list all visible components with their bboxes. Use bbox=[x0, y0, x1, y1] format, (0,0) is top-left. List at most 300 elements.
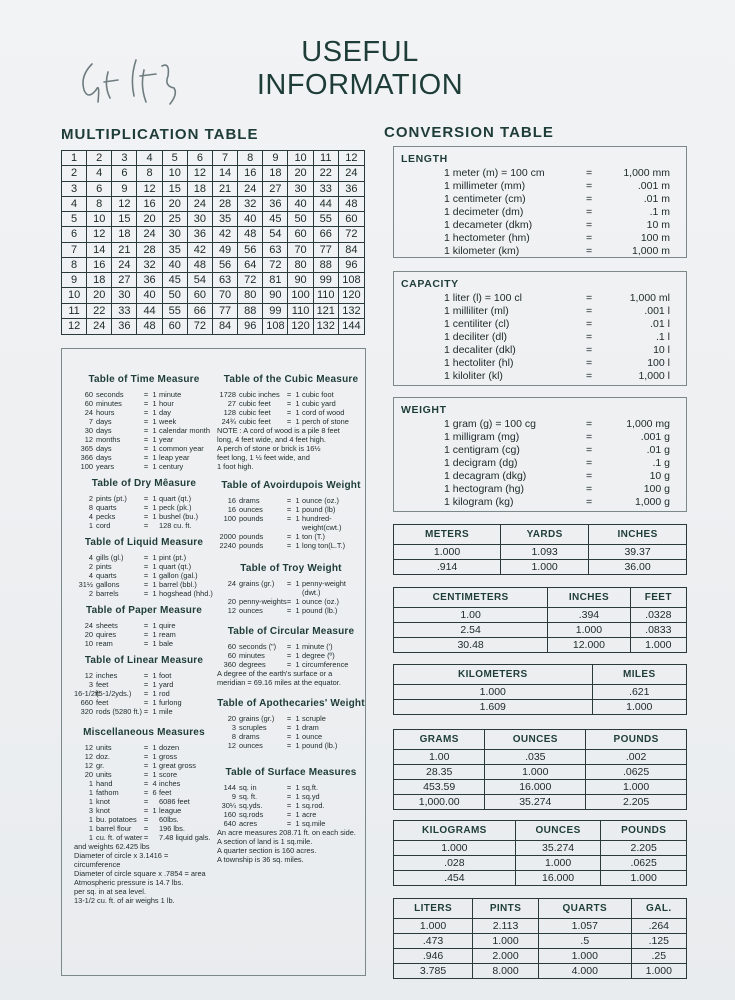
measure-title: Table of Apothecaries' Weight bbox=[217, 698, 365, 709]
unit-table-cell: 2.000 bbox=[473, 949, 539, 964]
measure-cell: century bbox=[159, 462, 184, 471]
measure-cell: 2 bbox=[88, 562, 93, 571]
unit-table-cell: 1.000 bbox=[394, 545, 501, 560]
conversion-row bbox=[394, 444, 686, 457]
conversion-left: 1 decagram (dkg) bbox=[444, 470, 527, 482]
mult-cell: 48 bbox=[238, 227, 263, 242]
measure-cell: 1 bbox=[152, 512, 157, 521]
measure-cell: 1 bbox=[152, 761, 157, 770]
measure-cell: 1 bbox=[152, 426, 157, 435]
measure-cell: seconds (") bbox=[239, 642, 277, 651]
measure-cell: = bbox=[143, 621, 149, 630]
measure-row bbox=[217, 801, 365, 810]
measure-cell: units bbox=[96, 743, 112, 752]
measure-cell: 1 bbox=[152, 770, 157, 779]
unit-table-cell: 2.113 bbox=[473, 919, 539, 934]
measure-cell: 1 bbox=[152, 707, 157, 716]
mult-cell: 64 bbox=[238, 258, 263, 273]
measure-cell: 1 bbox=[152, 589, 157, 598]
unit-table-cell: .028 bbox=[394, 856, 516, 871]
unit-table-cell: 1.000 bbox=[473, 934, 539, 949]
mult-cell: 16 bbox=[137, 197, 162, 212]
measure-title: Table of the Cubic Measure bbox=[223, 374, 359, 385]
mult-cell: 33 bbox=[314, 182, 339, 197]
mult-cell: 42 bbox=[188, 243, 213, 258]
measure-cell: 1 bbox=[152, 444, 157, 453]
conversion-right: 10 l bbox=[653, 344, 670, 356]
conversion-left: 1 kilometer (km) bbox=[444, 245, 520, 257]
measure-cell: 1 bbox=[295, 408, 300, 417]
measure-cell: barrel (bbl.) bbox=[159, 580, 197, 589]
measure-row bbox=[217, 792, 365, 801]
multiplication-title: MULTIPLICATION TABLE bbox=[61, 126, 259, 143]
unit-table-cell: 1.000 bbox=[630, 638, 686, 653]
mult-cell: 27 bbox=[263, 182, 288, 197]
measure-cell: 12 bbox=[227, 606, 236, 615]
mult-cell: 60 bbox=[163, 319, 188, 334]
measure-cell: 1 bbox=[295, 532, 300, 541]
measure-cell: knot bbox=[96, 806, 110, 815]
measure-cell: days bbox=[96, 426, 112, 435]
mult-cell: 11 bbox=[62, 304, 87, 319]
measure-cell: calendar month bbox=[159, 426, 210, 435]
measure-cell: cubic yard bbox=[302, 399, 336, 408]
measure-cell: 1 bbox=[152, 630, 157, 639]
conversion-equals: = bbox=[586, 193, 593, 205]
mult-cell: 4 bbox=[87, 166, 112, 181]
measure-cell: 1 bbox=[295, 741, 300, 750]
mult-cell: 18 bbox=[188, 182, 213, 197]
measure-cell: 1 bbox=[152, 417, 157, 426]
measure-cell: 1 bbox=[295, 801, 300, 810]
measure-cell: = bbox=[286, 792, 292, 801]
measure-cell: day bbox=[159, 408, 171, 417]
measure-cell: = bbox=[286, 819, 292, 828]
measure-cell: pound (lb) bbox=[302, 505, 336, 514]
conversion-right: 100 g bbox=[643, 483, 670, 495]
measure-cell: 1 bbox=[295, 541, 300, 550]
measure-cell: pint (pt.) bbox=[159, 553, 187, 562]
mult-cell: 60 bbox=[339, 212, 364, 227]
measure-cell: 60 bbox=[84, 399, 93, 408]
measure-cell: = bbox=[143, 453, 149, 462]
measure-cell: cubic feet bbox=[239, 417, 271, 426]
mult-cell: 132 bbox=[314, 319, 339, 334]
mult-cell: 77 bbox=[213, 304, 238, 319]
measure-cell: 1 bbox=[295, 732, 300, 741]
measure-cell bbox=[293, 588, 302, 597]
conversion-equals: = bbox=[586, 167, 593, 179]
measure-cell: cord bbox=[96, 521, 111, 530]
measure-cell: = bbox=[143, 761, 149, 770]
measure-cell: 1 bbox=[88, 833, 93, 842]
measure-cell: minutes bbox=[239, 651, 265, 660]
mult-cell: 70 bbox=[288, 243, 313, 258]
measure-cell: 1 bbox=[88, 788, 93, 797]
measure-cell: 12 bbox=[84, 435, 93, 444]
mult-cell: 72 bbox=[188, 319, 213, 334]
mult-cell: 18 bbox=[263, 166, 288, 181]
conversion-right: 1,000 mm bbox=[623, 167, 670, 179]
measure-cell: degree (º) bbox=[302, 651, 335, 660]
conversion-equals: = bbox=[586, 180, 593, 192]
measure-cell: 8 bbox=[88, 503, 93, 512]
measure-note: A township is 36 sq. miles. bbox=[217, 855, 304, 864]
measure-cell: year bbox=[159, 435, 174, 444]
measure-cell bbox=[239, 588, 285, 597]
mult-cell: 72 bbox=[263, 258, 288, 273]
measure-cell: pints bbox=[96, 562, 112, 571]
conversion-left: 1 hectogram (hg) bbox=[444, 483, 524, 495]
conversion-left: 1 deciliter (dl) bbox=[444, 331, 508, 343]
mult-cell: 100 bbox=[288, 288, 313, 303]
conversion-equals: = bbox=[586, 344, 593, 356]
measure-cell: days bbox=[96, 417, 112, 426]
measure-cell: grains (gr.) bbox=[239, 714, 275, 723]
conversion-right: 100 l bbox=[647, 357, 670, 369]
unit-table-cell: .125 bbox=[631, 934, 686, 949]
measure-row bbox=[217, 741, 365, 750]
conversion-label: LENGTH bbox=[401, 153, 448, 165]
conversion-left: 1 decaliter (dkl) bbox=[444, 344, 516, 356]
mult-cell: 80 bbox=[238, 288, 263, 303]
mult-cell: 50 bbox=[288, 212, 313, 227]
mult-cell: 9 bbox=[62, 273, 87, 288]
measure-cell: 1 bbox=[295, 642, 300, 651]
mult-cell: 50 bbox=[163, 288, 188, 303]
mult-cell: 24 bbox=[238, 182, 263, 197]
conversion-left: 1 hectometer (hm) bbox=[444, 232, 530, 244]
measure-row bbox=[217, 651, 365, 660]
mult-cell: 84 bbox=[339, 243, 364, 258]
measure-note: A quarter section is 160 acres. bbox=[217, 846, 317, 855]
measure-cell: minutes bbox=[96, 399, 122, 408]
mult-cell: 24 bbox=[87, 319, 112, 334]
mult-cell: 24 bbox=[188, 197, 213, 212]
measure-cell: 60 bbox=[84, 390, 93, 399]
measure-cell bbox=[150, 521, 159, 530]
measure-row bbox=[217, 732, 365, 741]
unit-table-cell: 16.000 bbox=[485, 780, 586, 795]
measure-note: 1 foot high. bbox=[217, 462, 254, 471]
unit-table-cell: 1.000 bbox=[394, 919, 473, 934]
measure-cell: sq.rods bbox=[239, 810, 264, 819]
measure-row bbox=[74, 806, 214, 815]
conversion-right: .1 m bbox=[649, 206, 670, 218]
measure-cell: = bbox=[286, 714, 292, 723]
conversion-row bbox=[394, 305, 686, 318]
measure-cell: bushel (bu.) bbox=[159, 512, 199, 521]
measure-cell: = bbox=[143, 408, 149, 417]
measure-cell: barrel flour bbox=[96, 824, 132, 833]
unit-table-header-row bbox=[394, 730, 687, 750]
conversion-right: .01 l bbox=[650, 318, 670, 330]
measure-cell: sq. in bbox=[239, 783, 257, 792]
measure-cell: 128 bbox=[223, 408, 236, 417]
mult-cell: 6 bbox=[87, 182, 112, 197]
measures-box bbox=[61, 348, 366, 976]
measure-cell: 1 bbox=[152, 671, 157, 680]
conversion-row bbox=[394, 483, 686, 496]
unit-table-cell: 30.48 bbox=[394, 638, 548, 653]
measure-cell: furlong bbox=[159, 698, 182, 707]
measure-row bbox=[217, 723, 365, 732]
conversion-left: 1 liter (l) = 100 cl bbox=[444, 292, 522, 304]
measure-cell: 30 bbox=[84, 426, 93, 435]
measure-cell: 1 bbox=[295, 783, 300, 792]
measure-row bbox=[74, 698, 214, 707]
unit-table-cell: .5 bbox=[538, 934, 631, 949]
mult-cell: 60 bbox=[288, 227, 313, 242]
mult-cell: 2 bbox=[87, 151, 112, 166]
unit-table-row bbox=[394, 919, 687, 934]
unit-table bbox=[393, 587, 687, 653]
measure-cell: = bbox=[286, 783, 292, 792]
unit-table-row bbox=[394, 608, 687, 623]
measure-cell: = bbox=[143, 417, 149, 426]
measure-cell: = bbox=[143, 512, 149, 521]
measure-cell: ounces bbox=[239, 741, 263, 750]
conversion-row bbox=[394, 344, 686, 357]
measure-cell: 365 bbox=[80, 444, 93, 453]
mult-cell: 77 bbox=[314, 243, 339, 258]
mult-cell: 60 bbox=[188, 288, 213, 303]
mult-cell: 54 bbox=[188, 273, 213, 288]
unit-table-header-row bbox=[394, 525, 687, 545]
measure-cell: league bbox=[159, 806, 182, 815]
measure-cell: 1 bbox=[152, 743, 157, 752]
measure-cell: = bbox=[143, 435, 149, 444]
measure-cell: yard bbox=[159, 680, 174, 689]
conversion-right: .01 m bbox=[643, 193, 670, 205]
mult-cell: 96 bbox=[339, 258, 364, 273]
mult-cell: 8 bbox=[137, 166, 162, 181]
mult-cell: 12 bbox=[62, 319, 87, 334]
measure-cell: = bbox=[143, 589, 149, 598]
measure-row bbox=[217, 496, 365, 505]
measure-cell: rod bbox=[159, 689, 170, 698]
mult-cell: 56 bbox=[213, 258, 238, 273]
measure-title: Table of Time Measure bbox=[88, 374, 200, 385]
unit-table-cell: 1.00 bbox=[394, 750, 485, 765]
measure-cell: bu. potatoes bbox=[96, 815, 137, 824]
conversion-row bbox=[394, 180, 686, 193]
unit-table-header: INCHES bbox=[589, 525, 687, 545]
measure-row bbox=[217, 588, 365, 597]
measure-cell: long ton(L.T.) bbox=[302, 541, 346, 550]
mult-cell: 30 bbox=[112, 288, 137, 303]
conversion-row bbox=[394, 167, 686, 180]
unit-table-row bbox=[394, 964, 687, 979]
measure-row bbox=[74, 671, 214, 680]
mult-cell: 18 bbox=[112, 227, 137, 242]
conversion-right: .1 l bbox=[655, 331, 670, 343]
measure-title: Table of Surface Measures bbox=[225, 767, 357, 778]
measure-cell: 1 bbox=[295, 606, 300, 615]
measure-cell: 1 bbox=[295, 390, 300, 399]
measure-row bbox=[217, 399, 365, 408]
mult-cell: 22 bbox=[87, 304, 112, 319]
measure-cell: barrels bbox=[96, 589, 119, 598]
conversion-left: 1 milligram (mg) bbox=[444, 431, 520, 443]
measure-cell: 1 bbox=[152, 553, 157, 562]
measure-note: per sq. in at sea level. bbox=[74, 887, 146, 896]
unit-table-cell: 16.000 bbox=[515, 871, 601, 886]
conversion-row bbox=[394, 357, 686, 370]
unit-table-cell: 2.205 bbox=[586, 795, 687, 810]
measure-note: meridian = 69.16 miles at the equator. bbox=[217, 678, 341, 687]
measure-cell: hours bbox=[96, 408, 115, 417]
measure-cell: sq.mile bbox=[302, 819, 326, 828]
measure-cell: gallons bbox=[96, 580, 120, 589]
measure-cell: 20 bbox=[84, 770, 93, 779]
mult-cell: 21 bbox=[213, 182, 238, 197]
measure-cell: (5-1/2yds.) bbox=[96, 689, 132, 698]
measure-cell: 1 bbox=[88, 797, 93, 806]
measure-cell: 9 bbox=[231, 792, 236, 801]
measure-cell bbox=[217, 588, 239, 597]
measure-note: A section of land is 1 sq.mile. bbox=[217, 837, 313, 846]
measure-cell: 1 bbox=[295, 723, 300, 732]
measure-cell: 24¾ bbox=[221, 417, 236, 426]
conversion-equals: = bbox=[586, 357, 593, 369]
measure-cell: 1 bbox=[152, 580, 157, 589]
measure-cell: 30¼ bbox=[221, 801, 236, 810]
measure-cell: cubic feet bbox=[239, 408, 271, 417]
conversion-row bbox=[394, 232, 686, 245]
mult-cell: 36 bbox=[112, 319, 137, 334]
mult-cell: 18 bbox=[87, 273, 112, 288]
mult-cell: 80 bbox=[288, 258, 313, 273]
mult-cell: 30 bbox=[163, 227, 188, 242]
unit-table-cell: 453.59 bbox=[394, 780, 485, 795]
mult-cell: 9 bbox=[263, 151, 288, 166]
measure-cell: 1 bbox=[152, 435, 157, 444]
measure-cell: 1 bbox=[295, 810, 300, 819]
measure-row bbox=[74, 630, 214, 639]
conversion-left: 1 milliliter (ml) bbox=[444, 305, 509, 317]
measure-cell: cord of wood bbox=[302, 408, 345, 417]
conversion-right: 100 m bbox=[640, 232, 670, 244]
measure-cell bbox=[150, 833, 159, 842]
mult-cell: 99 bbox=[263, 304, 288, 319]
measure-row bbox=[74, 503, 214, 512]
unit-table-cell: 1.000 bbox=[586, 780, 687, 795]
unit-table-row bbox=[394, 750, 687, 765]
measure-row bbox=[74, 521, 214, 530]
measure-cell: foot bbox=[159, 671, 172, 680]
unit-table-header: OUNCES bbox=[485, 730, 586, 750]
measure-row bbox=[74, 824, 214, 833]
mult-cell: 108 bbox=[263, 319, 288, 334]
measure-row bbox=[217, 819, 365, 828]
unit-table-cell: .0625 bbox=[586, 765, 687, 780]
mult-cell: 5 bbox=[62, 212, 87, 227]
mult-cell: 7 bbox=[62, 243, 87, 258]
mult-cell: 12 bbox=[112, 197, 137, 212]
conversion-equals: = bbox=[586, 331, 593, 343]
measure-title: Miscellaneous Measures bbox=[83, 727, 205, 738]
measure-row bbox=[74, 494, 214, 503]
measure-row bbox=[74, 435, 214, 444]
measure-cell: days bbox=[96, 444, 112, 453]
measure-cell: 1 bbox=[88, 779, 93, 788]
unit-table-row bbox=[394, 560, 687, 575]
measure-note: Diameter of circle square x .7854 = area bbox=[74, 869, 206, 878]
measure-cell: 1 bbox=[152, 698, 157, 707]
measure-cell: 660 bbox=[80, 698, 93, 707]
mult-cell: 6 bbox=[112, 166, 137, 181]
conversion-left: 1 meter (m) = 100 cm bbox=[444, 167, 545, 179]
mult-cell: 16 bbox=[87, 258, 112, 273]
measure-cell: = bbox=[286, 417, 292, 426]
conversion-row bbox=[394, 193, 686, 206]
measure-row bbox=[74, 752, 214, 761]
measure-row bbox=[74, 553, 214, 562]
mult-cell: 28 bbox=[213, 197, 238, 212]
unit-table-header: OUNCES bbox=[515, 821, 601, 841]
measure-cell: scruples bbox=[239, 723, 267, 732]
mult-cell: 121 bbox=[314, 304, 339, 319]
unit-table-cell: 1.000 bbox=[501, 560, 589, 575]
measure-cell: circumference bbox=[302, 660, 349, 669]
measure-row bbox=[217, 660, 365, 669]
measure-cell: = bbox=[143, 689, 149, 698]
measure-cell: pounds bbox=[239, 541, 264, 550]
conversion-right: 1,000 m bbox=[632, 245, 670, 257]
conversion-title: CONVERSION TABLE bbox=[384, 124, 554, 141]
mult-cell: 27 bbox=[112, 273, 137, 288]
measure-cell: 20 bbox=[227, 714, 236, 723]
unit-table-cell: 1.609 bbox=[394, 700, 593, 715]
measure-cell: 1 bbox=[295, 496, 300, 505]
measure-cell: = bbox=[143, 399, 149, 408]
measure-cell: degrees bbox=[239, 660, 266, 669]
measure-cell: 1 bbox=[152, 453, 157, 462]
measure-cell: inches bbox=[96, 671, 118, 680]
conversion-row bbox=[394, 331, 686, 344]
unit-table-row bbox=[394, 685, 687, 700]
measure-cell: pound (lb.) bbox=[302, 741, 338, 750]
mult-cell: 24 bbox=[339, 166, 364, 181]
mult-cell: 81 bbox=[263, 273, 288, 288]
measure-cell: 100 bbox=[80, 462, 93, 471]
measure-cell bbox=[285, 523, 293, 532]
mult-cell: 1 bbox=[62, 151, 87, 166]
conversion-right: 1,000 mg bbox=[626, 418, 670, 430]
conversion-row bbox=[394, 470, 686, 483]
measure-cell: ream bbox=[96, 639, 113, 648]
measure-cell: ton (T.) bbox=[302, 532, 325, 541]
measure-cell: grains (gr.) bbox=[239, 579, 275, 588]
measure-cell: 60 bbox=[227, 642, 236, 651]
measure-row bbox=[74, 571, 214, 580]
mult-cell: 90 bbox=[263, 288, 288, 303]
measure-cell: pecks bbox=[96, 512, 116, 521]
unit-table-cell: .454 bbox=[394, 871, 516, 886]
mult-cell: 55 bbox=[163, 304, 188, 319]
measure-cell: 1 bbox=[152, 494, 157, 503]
measure-cell: sq.ft. bbox=[302, 783, 319, 792]
measure-title: Table of Liquid Measure bbox=[84, 537, 204, 548]
measure-cell: = bbox=[286, 732, 292, 741]
measure-cell: 1 bbox=[295, 714, 300, 723]
page-title bbox=[230, 36, 490, 102]
unit-table-header: GRAMS bbox=[394, 730, 485, 750]
mult-cell: 120 bbox=[339, 288, 364, 303]
unit-table-header: QUARTS bbox=[538, 899, 631, 919]
measure-cell: = bbox=[286, 496, 292, 505]
